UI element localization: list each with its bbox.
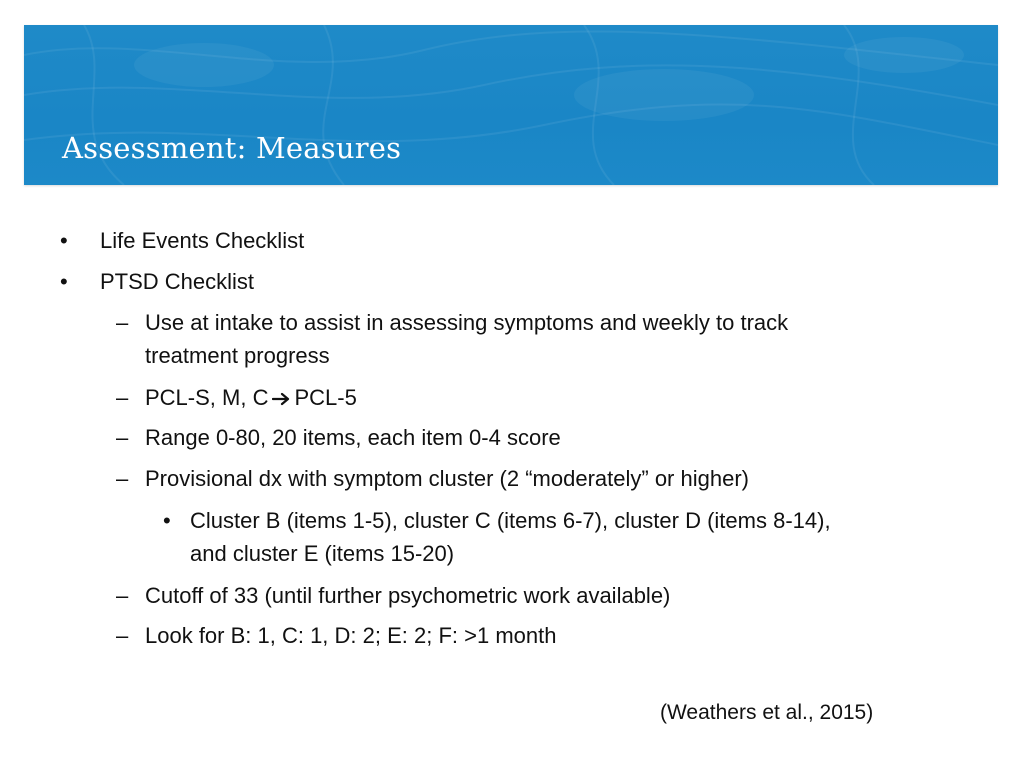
item-look-for: Look for B: 1, C: 1, D: 2; E: 2; F: >1 month — [145, 623, 557, 648]
dash-icon: – — [116, 466, 129, 491]
bullet-icon: • — [60, 269, 68, 294]
bullet-icon: • — [60, 228, 68, 253]
item-provisional-dx: Provisional dx with symptom cluster (2 “moderately” or higher) — [145, 466, 749, 491]
dash-icon: – — [116, 623, 129, 648]
bullet-icon: • — [163, 508, 171, 533]
item-pcl-versions — [145, 381, 357, 414]
slide-title: Assessment: Measures — [62, 131, 402, 165]
dash-icon: – — [116, 385, 129, 410]
citation: (Weathers et al., 2015) — [660, 701, 874, 724]
item-cutoff: Cutoff of 33 (until further psychometric work available) — [145, 583, 671, 608]
right-arrow-icon — [272, 392, 290, 406]
dash-icon: – — [116, 310, 129, 335]
pcl-new-version: PCL-5 — [294, 385, 357, 410]
item-ptsd-checklist: PTSD Checklist — [100, 269, 255, 294]
item-clusters-line1: Cluster B (items 1-5), cluster C (items 6-7), cluster D (items 8-14), — [190, 508, 831, 533]
item-life-events: Life Events Checklist — [100, 228, 305, 253]
pcl-old-versions: PCL-S, M, C — [145, 385, 269, 410]
dash-icon: – — [116, 583, 129, 608]
item-clusters-line2: and cluster E (items 15-20) — [190, 541, 455, 566]
dash-icon: – — [116, 425, 129, 450]
item-use-at-intake-line1: Use at intake to assist in assessing symptoms and weekly to track — [145, 310, 789, 335]
item-use-at-intake-line2: treatment progress — [145, 343, 330, 368]
item-range: Range 0-80, 20 items, each item 0-4 score — [145, 425, 561, 450]
